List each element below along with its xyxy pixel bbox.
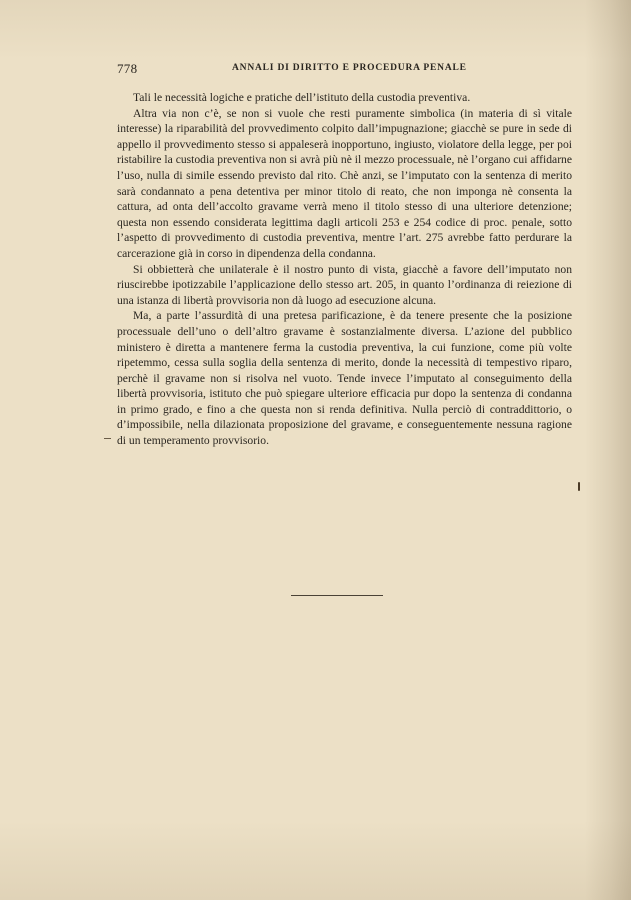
- page-number: 778: [117, 61, 138, 76]
- article-body: [117, 90, 572, 449]
- running-head: ANNALI DI DIRITTO E PROCEDURA PENALE: [232, 63, 467, 73]
- margin-mark: [104, 438, 111, 439]
- ink-speck: [578, 482, 580, 491]
- paragraph-4: Ma, a parte l’assurdità di una pretesa parificazione, è da tenere presente che la posizione processuale dell’uno o dell’altro gravame è sostanzialmente diversa. L’azione del pubblico ministero è diretta a mantenere ferma la custodia preventiva, la cui funzione, come più volte ripetemmo, cessa sulla soglia della sentenza di merito, donde la necessità di tempestivo riparo, perchè il gravame non si risolva nel vuoto. Tende invece l’imputato al conseguimento della libertà provvisoria, istituto che può spiegare ulteriore efficacia pur dopo la sentenza di condanna in primo grado, e fino a che questa non si renda definitiva. Nulla perciò di contraddittorio, o d’impossibile, nella dilazionata proposizione del gravame, e conseguentemente nessuna ragione di un temperamento provvisorio.: [117, 309, 572, 448]
- page-header: [117, 61, 572, 77]
- end-rule: [291, 595, 383, 596]
- paragraph-3: Si obbietterà che unilaterale è il nostro punto di vista, giacchè a favore dell’imputato non riuscirebbe ipotizzabile l’applicazione dello stesso art. 205, in quanto l’ordinanza di reiezione di una istanza di libertà provvisoria non dà luogo ad esecuzione alcuna.: [117, 262, 572, 307]
- paragraph-2: Altra via non c’è, se non si vuole che resti puramente simbolica (in materia di sì vitale interesse) la riparabilità del provvedimento colpito dall’impugnazione; giacchè se pure in sede di appello il provvedimento stesso si appaleserà inopportuno, ingiusto, violatore della legge, per poi ristabilire la custodia preventiva non si avrà più nè il mezzo processuale, nè l’organo cui affidarne l’uso, nulla di simile essendo previsto dal rito. Chè anzi, se l’imputato con la sentenza di merito sarà condannato a pena detentiva per minor titolo di reato, che non imponga nè consenta la cattura, ad onta dell’accolto gravame verrà meno il titolo stesso di una ulteriore detenzione; questa non essendo considerata legittima dagli articoli 253 e 254 codice di proc. penale, sotto l’aspetto di provvedimento di custodia preventiva, mentre l’art. 275 avrebbe fatto perdurare la carcerazione già in corso in dipendenza della condanna.: [117, 106, 572, 260]
- paragraph-1: Tali le necessità logiche e pratiche dell’istituto della custodia preventiva.: [133, 91, 471, 104]
